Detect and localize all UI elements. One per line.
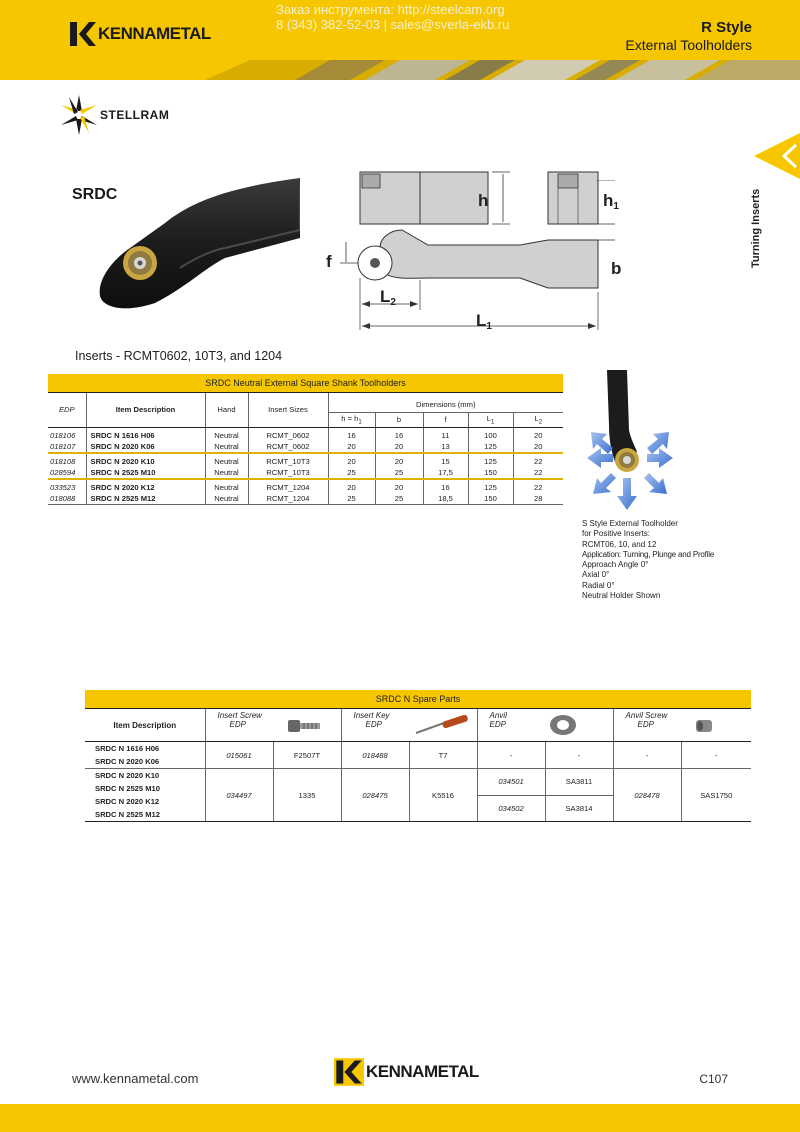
col-item: Item Description — [86, 393, 205, 427]
cell-b: 20 — [375, 441, 423, 453]
col-insert: Insert Sizes — [248, 393, 328, 427]
cell-item: SRDC N 2020 K06 — [85, 755, 205, 769]
cell-edp: 033523 — [50, 482, 76, 492]
dimension-drawing-right — [595, 180, 635, 280]
svg-text:h1 — [603, 191, 619, 212]
note-line: Application: Turning, Plunge and Profile — [582, 549, 715, 559]
cell-edp: 028594 — [48, 467, 86, 479]
cell-item: SRDC N 2020 K10 — [95, 771, 160, 780]
cell-item: SRDC N 2020 K10 — [86, 453, 205, 467]
cell-item: SRDC N 2525 M10 — [86, 467, 205, 479]
cell-item: SRDC N 1616 H06 — [95, 744, 160, 753]
table-row — [48, 467, 563, 479]
stellram-name: STELLRAM — [100, 108, 170, 122]
spare-parts-header-row — [85, 709, 751, 742]
col-edp: EDP — [48, 393, 86, 427]
cell-anvil: SA3811 — [545, 769, 613, 796]
cell-l1: 125 — [468, 441, 513, 453]
cell-item: SRDC N 2020 K12 — [95, 797, 160, 806]
col-dimensions: Dimensions (mm) — [328, 393, 563, 412]
cell-key: K5516 — [409, 769, 477, 822]
toolholder-photo — [95, 178, 300, 313]
inserts-line: Inserts - RCMT0602, 10T3, and 1204 — [75, 349, 283, 363]
cell-b: 25 — [375, 467, 423, 479]
cell-anvil: SA3814 — [545, 795, 613, 822]
cell-l1: 125 — [468, 479, 513, 493]
table-row — [48, 441, 563, 453]
page-header — [0, 0, 800, 80]
cell-insert: RCMT_1204 — [248, 479, 328, 493]
cell-anvil: - — [545, 742, 613, 769]
cell-item: SRDC N 2525 M12 — [86, 493, 205, 505]
dim-label-h: h — [478, 191, 489, 210]
table-row — [48, 479, 563, 493]
spare-parts-row — [85, 769, 751, 783]
note-line: Neutral Holder Shown — [582, 591, 661, 601]
col-h: $h = h_1$ — [328, 412, 375, 427]
col-anvil-screw: Anvil Screw EDP — [613, 709, 751, 742]
dim-label-b: b — [611, 259, 622, 278]
cell-insert: RCMT_1204 — [248, 493, 328, 505]
cell-insert: RCMT_0602 — [248, 427, 328, 441]
cell-anvil-edp: - — [477, 742, 545, 769]
spare-parts-table — [85, 690, 751, 822]
cell-h: 25 — [328, 493, 375, 505]
table-header-row — [48, 393, 563, 412]
tool-notes — [582, 519, 714, 601]
cell-f: 17,5 — [423, 467, 468, 479]
cell-h: 25 — [328, 467, 375, 479]
cell-f: 13 — [423, 441, 468, 453]
kennametal-logo — [70, 22, 211, 46]
cell-item: SRDC N 2020 K06 — [86, 441, 205, 453]
table-row — [48, 427, 563, 441]
stellram-star-icon — [60, 93, 98, 137]
cell-l1: 150 — [468, 493, 513, 505]
cell-hand: Neutral — [205, 493, 248, 505]
cell-insert: RCMT_10T3 — [248, 467, 328, 479]
anvil-screw-icon — [694, 716, 716, 736]
cell-item: SRDC N 1616 H06 — [86, 427, 205, 441]
brand-name: KENNAMETAL — [98, 24, 211, 43]
cell-b: 25 — [375, 493, 423, 505]
col-l1: $L_1$ — [468, 412, 513, 427]
cell-anvil-screw-edp: 028478 — [613, 769, 681, 822]
order-line-2: 8 (343) 382-52-03 | sales@sverla-ekb.ru — [276, 17, 510, 32]
note-line: Approach Angle 0° — [582, 560, 649, 570]
col-insert-key: Insert Key EDP — [341, 709, 477, 742]
kennametal-k-icon — [334, 1058, 364, 1086]
order-line-1: Заказ инструмента: http://steelcam.org — [276, 2, 505, 17]
note-line: Axial 0° — [582, 570, 610, 580]
cell-anvil-edp: 034501 — [477, 769, 545, 796]
cell-insert: RCMT_0602 — [248, 441, 328, 453]
cell-l2: 28 — [513, 493, 563, 505]
cell-b: 16 — [375, 427, 423, 441]
cell-hand: Neutral — [205, 427, 248, 441]
dim-label-l1-sub: 1 — [486, 321, 492, 332]
header-stripe-band — [0, 60, 800, 80]
cell-anvil-edp: 034502 — [477, 795, 545, 822]
page-number: C107 — [699, 1072, 728, 1086]
dim-label-l2: L — [380, 287, 391, 306]
cell-insert: RCMT_10T3 — [248, 453, 328, 467]
cell-edp: 018088 — [48, 493, 86, 505]
cell-key: T7 — [409, 742, 477, 769]
col-b: b — [375, 412, 423, 427]
spare-parts-row — [85, 742, 751, 756]
cell-l1: 125 — [468, 453, 513, 467]
cell-hand: Neutral — [205, 467, 248, 479]
cell-hand: Neutral — [205, 441, 248, 453]
cell-h: 16 — [328, 427, 375, 441]
cell-h: 20 — [328, 479, 375, 493]
screw-icon — [286, 717, 322, 735]
cell-b: 20 — [375, 453, 423, 467]
cell-l2: 20 — [513, 427, 563, 441]
footer-brand-name: KENNAMETAL — [366, 1062, 479, 1081]
dim-label-f: f — [326, 252, 332, 271]
cell-f: 18,5 — [423, 493, 468, 505]
note-line: for Positive Inserts: — [582, 529, 651, 539]
cell-l2: 22 — [513, 479, 563, 493]
spare-parts-table-title: SRDC N Spare Parts — [85, 690, 751, 709]
cell-item: SRDC N 2020 K12 — [86, 479, 205, 493]
dim-label-h1: h — [603, 191, 614, 210]
cell-l2: 22 — [513, 467, 563, 479]
cell-edp: 018106 — [50, 430, 76, 440]
footer-bar — [0, 1104, 800, 1132]
direction-diagram — [585, 370, 675, 515]
cell-hand: Neutral — [205, 479, 248, 493]
note-line: S Style External Toolholder — [582, 519, 678, 528]
table-row — [48, 493, 563, 505]
cell-screw-edp: 034497 — [205, 769, 273, 822]
cell-l1: 100 — [468, 427, 513, 441]
order-info — [276, 2, 509, 32]
dim-label-l2-sub: 2 — [390, 297, 396, 308]
dim-label-l1: L — [476, 311, 487, 330]
cell-f: 11 — [423, 427, 468, 441]
cell-h: 20 — [328, 453, 375, 467]
table-row — [48, 453, 563, 467]
cell-key-edp: 018488 — [341, 742, 409, 769]
footer-kennametal-logo — [334, 1058, 479, 1086]
col-item-description: Item Description — [85, 709, 205, 742]
cell-b: 20 — [375, 479, 423, 493]
cell-l2: 22 — [513, 453, 563, 467]
col-f: f — [423, 412, 468, 427]
dimension-drawing — [320, 160, 610, 340]
svg-text:L2 — [380, 287, 396, 308]
note-line: RCMT06, 10, and 12 — [582, 539, 657, 549]
cell-anvil-screw: SAS1750 — [681, 769, 751, 822]
col-hand: Hand — [205, 393, 248, 427]
col-insert-screw: Insert Screw EDP — [205, 709, 341, 742]
toolholder-table — [48, 374, 563, 505]
cell-edp: 018107 — [48, 441, 86, 453]
cell-h: 20 — [328, 441, 375, 453]
svg-text:L1 — [476, 311, 492, 332]
col-anvil: Anvil EDP — [477, 709, 613, 742]
side-tab-label: Turning Inserts — [750, 188, 762, 268]
cell-edp: 018108 — [50, 456, 76, 466]
cell-key-edp: 028475 — [341, 769, 409, 822]
toolholder-table-title: SRDC Neutral External Square Shank Toolholders — [48, 374, 563, 393]
cell-anvil-screw-edp: - — [613, 742, 681, 769]
dim-label-h1-sub: 1 — [613, 201, 619, 212]
cell-screw: 1335 — [273, 769, 341, 822]
cell-f: 16 — [423, 479, 468, 493]
cell-l2: 20 — [513, 441, 563, 453]
cell-screw-edp: 015061 — [205, 742, 273, 769]
cell-f: 15 — [423, 453, 468, 467]
stellram-logo — [60, 93, 169, 137]
key-icon — [414, 715, 470, 735]
footer-url[interactable]: www.kennametal.com — [72, 1071, 199, 1086]
side-tab-chevron-icon — [754, 133, 800, 179]
note-line: Radial 0° — [582, 580, 615, 590]
cell-hand: Neutral — [205, 453, 248, 467]
model-code: SRDC — [72, 186, 118, 203]
section-title — [625, 19, 752, 53]
kennametal-k-icon — [70, 22, 96, 46]
cell-anvil-screw: - — [681, 742, 751, 769]
cell-l1: 150 — [468, 467, 513, 479]
section-title-main: R Style — [701, 19, 752, 36]
cell-screw: F2507T — [273, 742, 341, 769]
cell-item: SRDC N 2525 M12 — [85, 808, 205, 822]
section-title-sub: External Toolholders — [625, 37, 752, 53]
cell-item: SRDC N 2525 M10 — [95, 784, 160, 793]
col-l2: $L_2$ — [513, 412, 563, 427]
anvil-icon — [548, 713, 578, 737]
